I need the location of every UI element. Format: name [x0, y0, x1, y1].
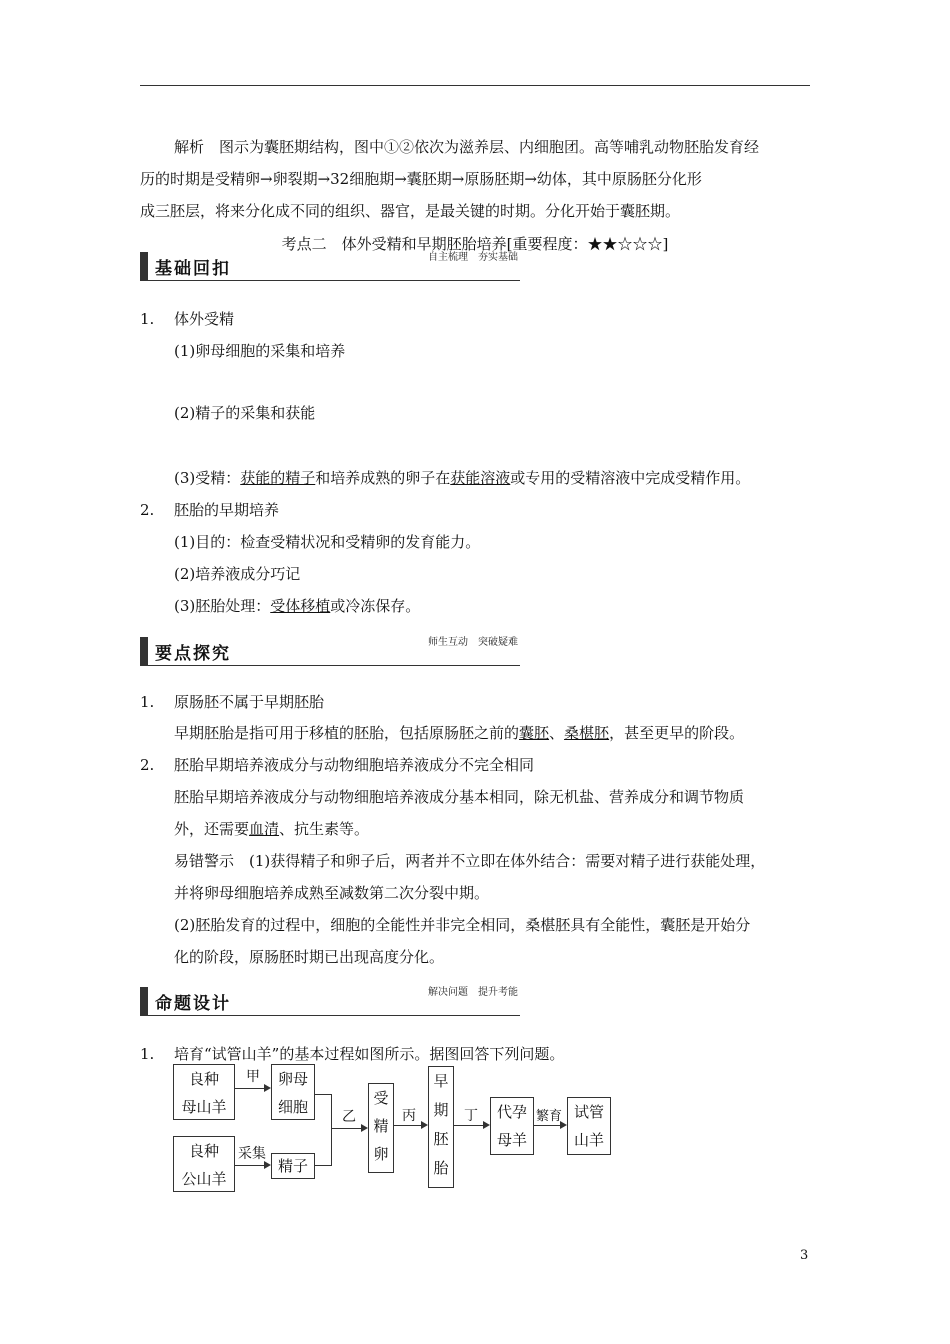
- basics-title-1: 体外受精: [174, 310, 235, 328]
- label-caiji: 采集: [238, 1146, 266, 1162]
- topic-heading: 考点二 体外受精和早期胚胎培养[重要程度：★★☆☆☆]: [281, 235, 669, 253]
- basics-item-6: [174, 592, 420, 621]
- text: (3)受精：: [174, 469, 241, 487]
- points-num-1: 1.: [140, 693, 155, 711]
- box-text: 卵母: [277, 1070, 308, 1088]
- section-questions-header: [140, 987, 520, 1016]
- section-bar: [140, 987, 148, 1015]
- basics-item-5: (2)培养液成分巧记: [174, 565, 301, 583]
- box-text: 母羊: [496, 1131, 527, 1149]
- analysis-line-3: 成三胚层，将来分化成不同的组织、器官，是最关键的时期。分化开始于囊胚期。: [140, 202, 681, 220]
- bracket-line: [331, 1094, 332, 1166]
- box-text: 期: [433, 1101, 449, 1119]
- section-title: 基础回扣: [155, 259, 231, 279]
- arrow-line: [534, 1125, 560, 1126]
- bracket-line: [315, 1165, 331, 1166]
- box-early-embryo: [428, 1066, 454, 1188]
- analysis-line-1: 解析 图示为囊胚期结构，图中①②依次为滋养层、内细胞团。高等哺乳动物胚胎发育经: [174, 138, 760, 156]
- points-num-2: 2.: [140, 756, 155, 774]
- arrow-head: [421, 1121, 428, 1129]
- section-title: 要点探究: [155, 644, 231, 664]
- text: (3)胚胎处理：: [174, 597, 271, 615]
- arrow-line: [235, 1165, 265, 1166]
- points-title-2: 胚胎早期培养液成分与动物细胞培养液成分不完全相同: [174, 756, 535, 774]
- box-text: 公山羊: [181, 1170, 227, 1188]
- box-text: 代孕: [496, 1103, 527, 1121]
- arrow-line: [394, 1125, 421, 1126]
- label-yi: 乙: [342, 1109, 356, 1125]
- box-text: 良种: [188, 1142, 219, 1160]
- section-title: 命题设计: [155, 994, 231, 1014]
- warning-line-4: 化的阶段，原肠胚时期已出现高度分化。: [174, 948, 445, 966]
- basics-item-2: (2)精子的采集和获能: [174, 404, 316, 422]
- basics-num-2: 2.: [140, 501, 155, 519]
- underlined-answer: 获能的精子: [240, 469, 316, 487]
- text: 或冷冻保存。: [330, 597, 421, 615]
- box-text: 母山羊: [181, 1098, 227, 1116]
- underlined-answer: 囊胚: [519, 724, 550, 742]
- question-text: 培育“试管山羊”的基本过程如图所示。据图回答下列问题。: [174, 1045, 565, 1063]
- text: 外，还需要: [174, 820, 250, 838]
- box-female-goat: [173, 1064, 235, 1120]
- box-test-tube-goat: [567, 1097, 611, 1155]
- text: 和培养成熟的卵子在: [315, 469, 451, 487]
- box-oocyte: [271, 1064, 315, 1120]
- section-subtitle: 自主梳理 夯实基础: [428, 252, 518, 263]
- box-text: 试管: [573, 1103, 604, 1121]
- arrow-line: [331, 1128, 361, 1129]
- section-bar: [140, 637, 148, 665]
- section-basics-header: [140, 252, 520, 281]
- arrow-head: [483, 1121, 490, 1129]
- box-sperm: [271, 1153, 315, 1179]
- box-text: 细胞: [277, 1098, 308, 1116]
- points-detail-3: [174, 815, 369, 844]
- box-male-goat: [173, 1136, 235, 1192]
- text: 或专用的受精溶液中完成受精作用。: [510, 469, 751, 487]
- box-text: 胎: [433, 1159, 449, 1177]
- analysis-line-2: 历的时期是受精卵→卵裂期→32细胞期→囊胚期→原肠胚期→幼体，其中原肠胚分化形: [140, 170, 702, 188]
- basics-item-3: [174, 464, 750, 493]
- label-jia: 甲: [246, 1069, 260, 1085]
- basics-title-2: 胚胎的早期培养: [174, 501, 280, 519]
- underlined-answer: 血清: [249, 820, 280, 838]
- basics-item-4: (1)目的：检查受精状况和受精卵的发育能力。: [174, 533, 481, 551]
- section-points-header: [140, 637, 520, 666]
- box-text: 良种: [188, 1070, 219, 1088]
- points-title-1: 原肠胚不属于早期胚胎: [174, 693, 325, 711]
- text: ，甚至更早的阶段。: [609, 724, 745, 742]
- box-text: 山羊: [573, 1131, 604, 1149]
- section-subtitle: 师生互动 突破疑难: [428, 637, 518, 648]
- text: 早期胚胎是指可用于移植的胚胎，包括原肠胚之前的: [174, 724, 520, 742]
- warning-line-2: 并将卵母细胞培养成熟至减数第二次分裂中期。: [174, 884, 490, 902]
- arrow-line: [454, 1125, 483, 1126]
- underlined-answer: 获能溶液: [450, 469, 511, 487]
- header-rule: [140, 85, 810, 86]
- points-detail-1: [174, 719, 744, 748]
- basics-num-1: 1.: [140, 310, 155, 328]
- section-bar: [140, 252, 148, 280]
- section-subtitle: 解决问题 提升考能: [428, 987, 518, 998]
- label-ding: 丁: [464, 1108, 478, 1124]
- box-surrogate: [490, 1097, 534, 1155]
- label-fanyu: 繁育: [536, 1109, 563, 1124]
- warning-line-3: (2)胚胎发育的过程中，细胞的全能性并非完全相同，桑椹胚具有全能性，囊胚是开始分: [174, 916, 751, 934]
- box-text: 精子: [277, 1157, 308, 1175]
- box-zygote: [368, 1083, 394, 1173]
- box-text: 胚: [433, 1130, 449, 1148]
- arrow-head: [361, 1124, 368, 1132]
- points-detail-2: 胚胎早期培养液成分与动物细胞培养液成分基本相同，除无机盐、营养成分和调节物质: [174, 788, 745, 806]
- text: 、: [549, 724, 565, 742]
- underlined-answer: 受体移植: [270, 597, 331, 615]
- box-text: 精: [373, 1117, 389, 1135]
- page-number: 3: [800, 1248, 809, 1263]
- box-text: 早: [433, 1072, 449, 1090]
- underlined-answer: 桑椹胚: [564, 724, 610, 742]
- warning-line-1: 易错警示 (1)获得精子和卵子后，两者并不立即在体外结合：需要对精子进行获能处理，: [174, 852, 766, 870]
- box-text: 受: [373, 1089, 389, 1107]
- arrow-head: [264, 1084, 271, 1092]
- bracket-line: [315, 1094, 331, 1095]
- arrow-line: [235, 1088, 265, 1089]
- question-number: 1.: [140, 1045, 155, 1063]
- basics-item-1: (1)卵母细胞的采集和培养: [174, 342, 346, 360]
- box-text: 卵: [373, 1145, 389, 1163]
- text: 、抗生素等。: [279, 820, 370, 838]
- label-bing: 丙: [402, 1108, 416, 1124]
